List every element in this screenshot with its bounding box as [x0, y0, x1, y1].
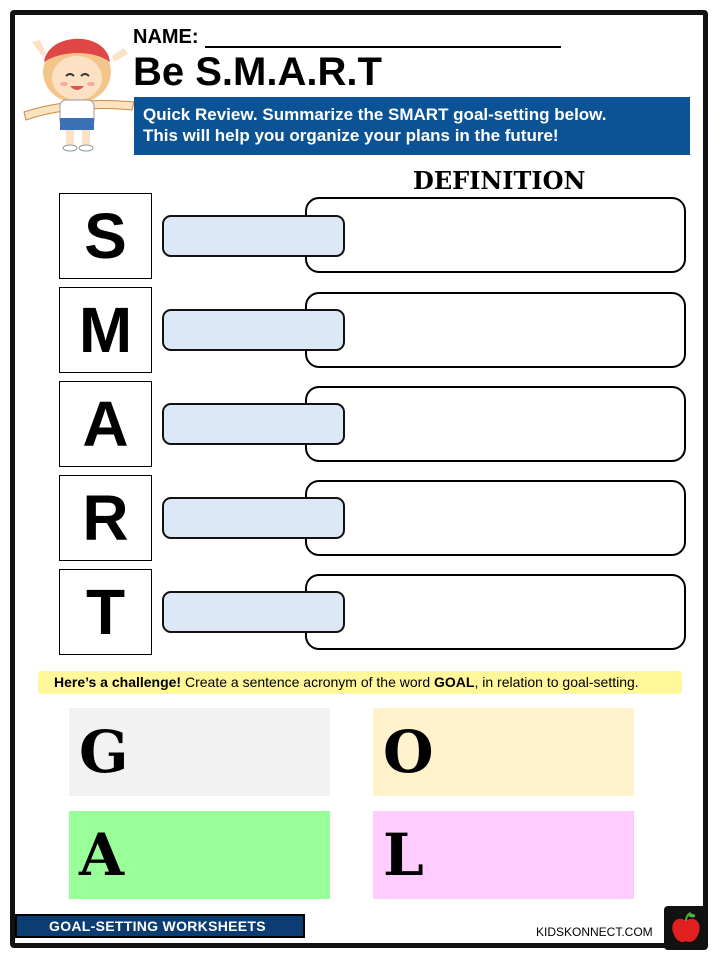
apple-logo-icon — [664, 906, 708, 950]
site-url[interactable]: KIDSKONNECT.COM — [536, 925, 653, 939]
review-line-2: This will help you organize your plans in the future! — [143, 126, 559, 145]
smart-word-field-a[interactable] — [162, 403, 345, 445]
page-title: Be S.M.A.R.T — [133, 50, 382, 94]
goal-box-g[interactable]: G — [69, 708, 330, 796]
challenge-text-1: Create a sentence acronym of the word — [181, 674, 435, 690]
definition-box-m[interactable] — [305, 292, 686, 368]
name-line[interactable] — [205, 46, 561, 48]
review-line-1: Quick Review. Summarize the SMART goal-setting below. — [143, 105, 607, 124]
definition-box-t[interactable] — [305, 574, 686, 650]
challenge-lead: Here’s a challenge! — [54, 674, 182, 690]
girl-illustration — [14, 20, 139, 152]
footer-banner: GOAL-SETTING WORKSHEETS — [15, 914, 305, 938]
smart-letter-t: T — [59, 569, 152, 655]
goal-box-a[interactable]: A — [69, 811, 330, 899]
name-label: NAME: — [133, 26, 199, 48]
definition-box-a[interactable] — [305, 386, 686, 462]
smart-word-field-s[interactable] — [162, 215, 345, 257]
challenge-word: GOAL — [434, 674, 475, 690]
challenge-text-2: , in relation to goal-setting. — [474, 674, 639, 690]
smart-letter-m: M — [59, 287, 152, 373]
smart-letter-r: R — [59, 475, 152, 561]
goal-box-o[interactable]: O — [373, 708, 634, 796]
smart-word-field-r[interactable] — [162, 497, 345, 539]
challenge-banner — [38, 671, 682, 694]
definition-box-s[interactable] — [305, 197, 686, 273]
smart-word-field-m[interactable] — [162, 309, 345, 351]
definition-box-r[interactable] — [305, 480, 686, 556]
smart-letter-a: A — [59, 381, 152, 467]
brand-logo — [664, 906, 708, 950]
goal-box-l[interactable]: L — [373, 811, 634, 899]
definition-heading: DEFINITION — [413, 166, 586, 195]
review-instructions — [134, 97, 690, 155]
smart-word-field-t[interactable] — [162, 591, 345, 633]
smart-letter-s: S — [59, 193, 152, 279]
